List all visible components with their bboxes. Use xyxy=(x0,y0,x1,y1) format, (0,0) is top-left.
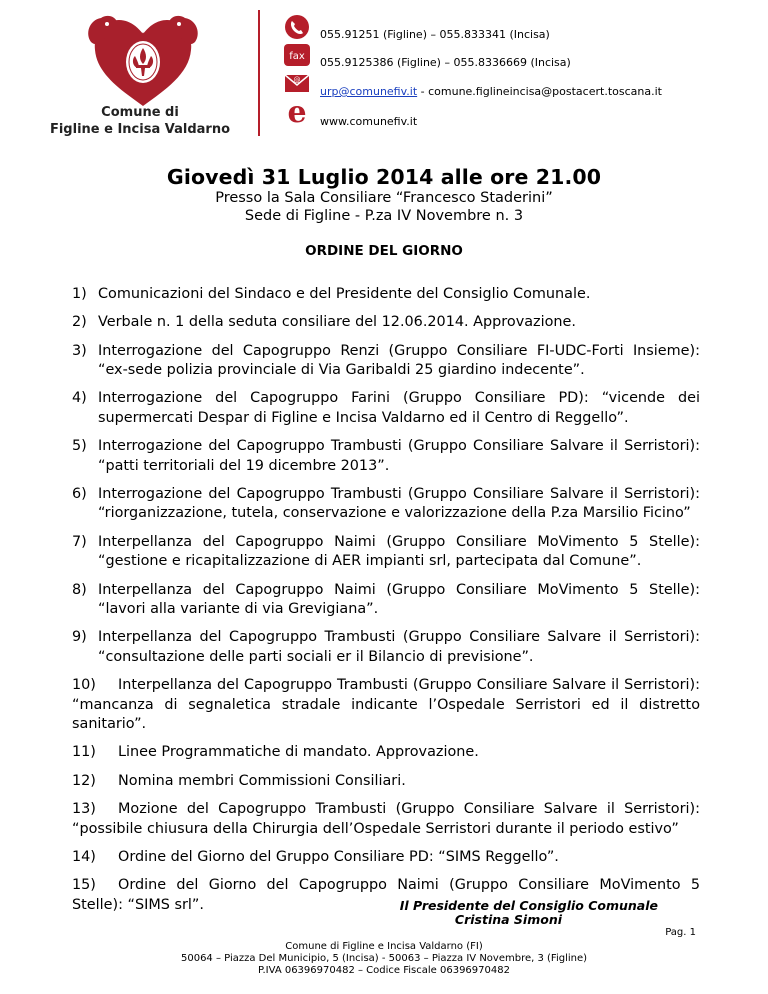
footer-line3: P.IVA 06396970482 – Codice Fiscale 06396970482 xyxy=(258,965,510,976)
agenda-item-number: 7) xyxy=(72,533,87,550)
meeting-place-line2: Sede di Figline - P.za IV Novembre n. 3 xyxy=(244,208,524,224)
agenda-item-number: 11) xyxy=(72,744,96,761)
comune-logo xyxy=(83,12,203,108)
agenda-item-number: 5) xyxy=(72,438,87,455)
agenda-item xyxy=(72,533,700,572)
comune-name-line2: Figline e Incisa Valdarno xyxy=(49,122,231,137)
agenda-item-number: 2) xyxy=(72,314,87,331)
agenda-item-number: 6) xyxy=(72,485,87,502)
svg-text:e: e xyxy=(287,99,307,125)
agenda-item xyxy=(72,848,700,868)
agenda-item-text: Comunicazioni del Sindaco e del Presidente del Consiglio Comunale. xyxy=(98,286,591,302)
agenda-item-number: 15) xyxy=(72,877,96,894)
signature-role: Il Presidente del Consiglio Comunale xyxy=(399,898,658,913)
footer-line1: Comune di Figline e Incisa Valdarno (FI) xyxy=(285,941,483,952)
agenda-item-text: Interrogazione del Capogruppo Renzi (Gruppo Consiliare FI-UDC-Forti Insieme): “ex-sede polizia provinciale di Via Garibaldi 25 giardino indecente”. xyxy=(98,342,700,379)
contact-email xyxy=(320,85,662,98)
agenda-item-text: Interpellanza del Capogruppo Trambusti (Gruppo Consiliare Salvare il Serristori): “mancanza di segnaletica stradale indicante l’Ospedale Serristori ed il distretto sanitario”. xyxy=(72,677,700,733)
contact-fax: 055.9125386 (Figline) – 055.8336669 (Incisa) xyxy=(320,56,571,69)
agenda-item-text: Interpellanza del Capogruppo Naimi (Gruppo Consiliare MoVimento 5 Stelle): “gestione e ricapitalizzazione di AER impianti srl, partecipata dal Comune”. xyxy=(98,533,700,570)
agenda-item-text: Interpellanza del Capogruppo Trambusti (Gruppo Consiliare Salvare il Serristori): “consultazione delle parti sociali er il Bilancio di previsione”. xyxy=(98,629,700,665)
meeting-place-line1: Presso la Sala Consiliare “Francesco Staderini” xyxy=(215,190,553,206)
agenda-item-text: Interrogazione del Capogruppo Trambusti (Gruppo Consiliare Salvare il Serristori): “patti territoriali del 19 dicembre 2013”. xyxy=(98,438,700,474)
pec-address: - comune.figlineincisa@postacert.toscana.it xyxy=(417,85,662,98)
agenda-item xyxy=(72,437,700,476)
agenda-item xyxy=(72,628,700,667)
fax-icon xyxy=(283,42,311,68)
agenda-item-text: Interpellanza del Capogruppo Naimi (Gruppo Consiliare MoVimento 5 Stelle): “lavori alla variante di via Grevigiana”. xyxy=(98,581,700,618)
comune-name xyxy=(40,104,240,138)
agenda-item xyxy=(72,285,700,305)
agenda-item-text: Ordine del Giorno del Gruppo Consiliare PD: “SIMS Reggello”. xyxy=(118,848,559,865)
agenda-item-number: 13) xyxy=(72,801,96,818)
header-divider xyxy=(258,10,260,136)
comune-name-line1: Comune di xyxy=(101,105,179,120)
phone-icon xyxy=(283,14,311,40)
agenda-item-number: 4) xyxy=(72,390,87,407)
svg-text:@: @ xyxy=(293,76,301,84)
agenda-item xyxy=(72,313,700,333)
email-link[interactable]: urp@comunefiv.it xyxy=(320,85,418,98)
agenda-item xyxy=(72,800,700,839)
web-icon xyxy=(283,99,311,125)
agenda-item-number: 14) xyxy=(72,848,96,865)
agenda-item xyxy=(72,743,700,763)
agenda-item-text: Ordine del Giorno del Capogruppo Naimi (Gruppo Consiliare MoVimento 5 Stelle): “SIMS srl”. xyxy=(72,877,700,913)
agenda-item-text: Verbale n. 1 della seduta consiliare del 12.06.2014. Approvazione. xyxy=(98,314,576,331)
agenda-item-number: 8) xyxy=(72,581,87,598)
agenda-item xyxy=(72,676,700,735)
agenda-item-text: Interrogazione del Capogruppo Trambusti (Gruppo Consiliare Salvare il Serristori): “riorganizzazione, tutela, conservazione e valorizzazione della P.za Marsilio Ficino” xyxy=(98,485,700,522)
contact-web: www.comunefiv.it xyxy=(320,115,418,128)
agenda-item xyxy=(72,389,700,428)
mail-icon xyxy=(283,70,311,96)
agenda-item-number: 3) xyxy=(72,342,87,359)
svg-text:fax: fax xyxy=(289,51,305,62)
meeting-title: Giovedì 31 Luglio 2014 alle ore 21.00 xyxy=(166,165,602,189)
page-number: Pag. 1 xyxy=(665,927,696,938)
agenda-item-number: 9) xyxy=(72,629,87,646)
agenda-item-text: Interrogazione del Capogruppo Farini (Gruppo Consiliare PD): “vicende dei supermercati Despar di Figline e Incisa Valdarno ed il Centro di Reggello”. xyxy=(98,390,700,426)
agenda-item xyxy=(72,772,700,792)
agenda-item xyxy=(72,581,700,620)
agenda-item-number: 10) xyxy=(72,677,96,694)
contact-phone: 055.91251 (Figline) – 055.833341 (Incisa) xyxy=(320,28,550,41)
agenda-item-number: 12) xyxy=(72,772,96,789)
agenda-list xyxy=(72,285,700,924)
agenda-item-number: 1) xyxy=(72,286,87,302)
footer-line2: 50064 – Piazza Del Municipio, 5 (Incisa) - 50063 – Piazza IV Novembre, 3 (Figline) xyxy=(180,953,588,964)
agenda-item-text: Nomina membri Commissioni Consiliari. xyxy=(118,772,406,789)
agenda-item xyxy=(72,485,700,524)
signature-name: Cristina Simoni xyxy=(454,912,562,927)
agenda-item-text: Mozione del Capogruppo Trambusti (Gruppo Consiliare Salvare il Serristori): “possibile chiusura della Chirurgia dell’Ospedale Serristori durante il periodo estivo” xyxy=(72,801,700,837)
agenda-item xyxy=(72,342,700,381)
agenda-heading: ORDINE DEL GIORNO xyxy=(305,243,463,259)
agenda-item-text: Linee Programmatiche di mandato. Approvazione. xyxy=(118,744,479,761)
